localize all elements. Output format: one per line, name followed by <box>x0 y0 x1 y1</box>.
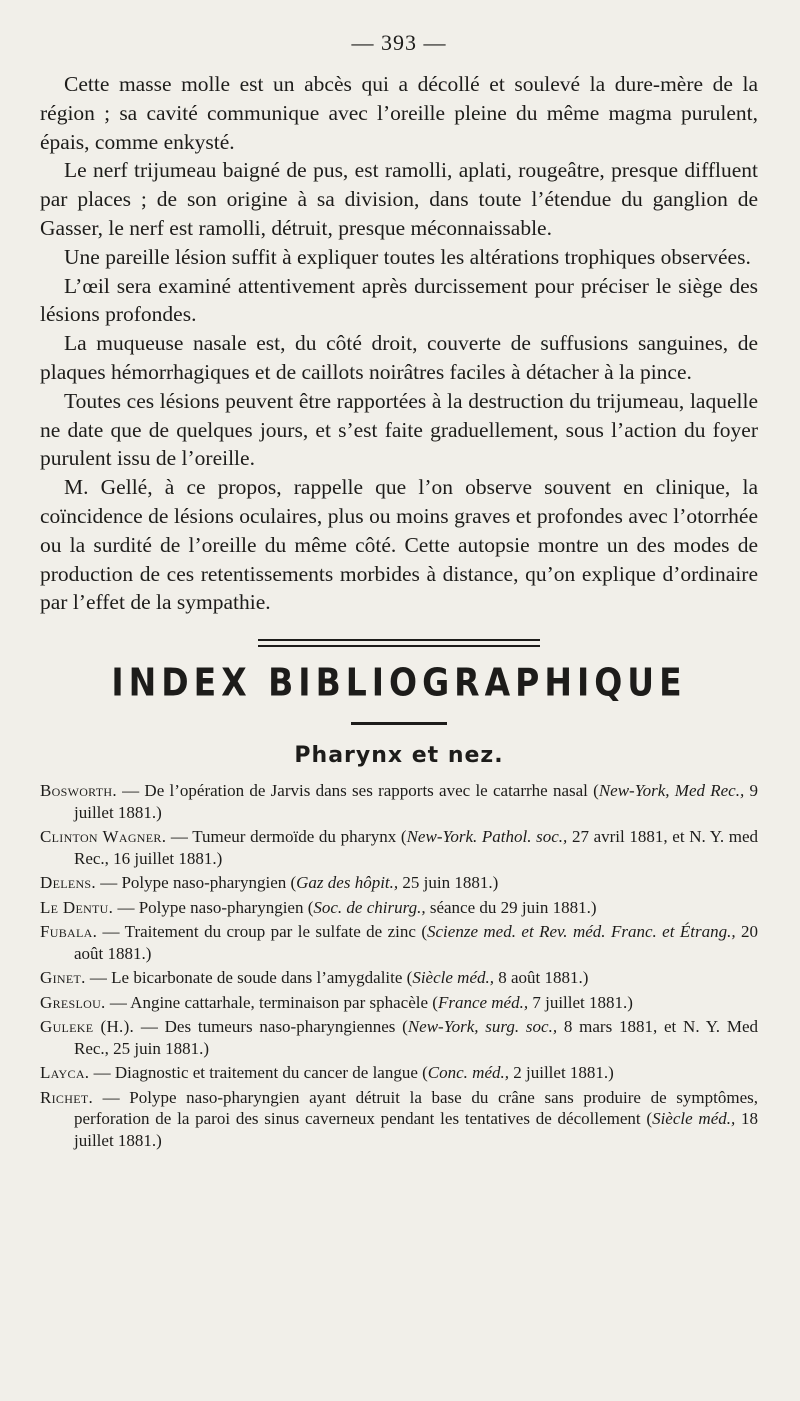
entry-title: — Le bicarbonate de soude dans l’amygdalite ( <box>85 968 413 988</box>
entry-date: 27 avril 1881, et N. Y. med Rec., 16 juillet 1881.) <box>74 827 758 868</box>
bibliography-entry <box>40 1016 758 1059</box>
entry-title: — Des tumeurs naso-pharyngiennes ( <box>134 1017 408 1037</box>
entry-source: Scienze med. et Rev. méd. Franc. et Étrang., <box>427 922 736 942</box>
entry-title: — Traitement du croup par le sulfate de zinc ( <box>97 922 428 942</box>
entry-source: France méd., <box>437 992 529 1012</box>
index-title: INDEX BIBLIOGRAPHIQUE <box>111 660 687 706</box>
entry-title: — De l’opération de Jarvis dans ses rapports avec le catarrhe nasal ( <box>116 781 599 801</box>
entry-source: Soc. de chirurg., <box>313 897 426 917</box>
bibliography-entry <box>40 992 758 1014</box>
short-rule <box>351 722 447 725</box>
bibliography-entry <box>40 780 758 823</box>
bibliography-entry <box>40 826 758 869</box>
entry-title: — Tumeur dermoïde du pharynx ( <box>166 827 407 847</box>
entry-title: — Angine cattarhale, terminaison par sphacèle ( <box>105 992 438 1012</box>
entry-date: 2 juillet 1881.) <box>509 1063 614 1083</box>
bibliography-entry <box>40 1087 758 1152</box>
entry-source: New-York, surg. soc., <box>407 1017 558 1037</box>
entry-date: 18 juillet 1881.) <box>74 1109 759 1150</box>
entry-date: 7 juillet 1881.) <box>528 992 633 1012</box>
paragraph: Cette masse molle est un abcès qui a décollé et soulevé la dure-mère de la région ; sa cavité communique avec l’oreille pleine du même magma purulent, épais, comme enkysté. <box>40 72 758 154</box>
entry-title: — Polype naso-pharyngien ( <box>95 873 297 893</box>
entry-author: Richet. <box>40 1087 94 1107</box>
paragraph: M. Gellé, à ce propos, rappelle que l’on observe souvent en clinique, la coïncidence de lésions oculaires, plus ou moins graves et profondes avec l’otorrhée ou la surdité de l’oreille du même côté. Cette autopsie montre un des modes de production de ces retentissements morbides à distance, qu’on explique d’ordinaire par l’effet de la sympathie. <box>40 475 758 615</box>
entry-author: Fubala. <box>40 922 98 942</box>
entry-source: Gaz des hôpit., <box>296 873 399 893</box>
paragraph: Une pareille lésion suffit à expliquer toutes les altérations trophiques observées. <box>64 244 751 269</box>
entry-date: 8 août 1881.) <box>493 968 589 988</box>
page-number: — 393 — <box>351 30 447 55</box>
entry-date: 9 juillet 1881.) <box>74 781 758 822</box>
bibliography-entry <box>40 921 758 964</box>
entry-source: New-York, Med Rec., <box>598 781 745 801</box>
entry-author: Ginet. <box>40 968 86 988</box>
entry-author: Layca. <box>40 1063 90 1083</box>
bibliography-list <box>40 780 758 1151</box>
entry-date: 8 mars 1881, et N. Y. Med Rec., 25 juin 1881.) <box>74 1017 758 1058</box>
entry-author: Greslou. <box>40 992 106 1012</box>
entry-author: Bosworth. <box>40 781 117 801</box>
bibliography-entry <box>40 897 758 919</box>
bibliography-entry <box>40 1062 758 1084</box>
paragraph: L’œil sera examiné attentivement après durcissement pour préciser le siège des lésions profondes. <box>40 273 758 327</box>
entry-source: Siècle méd., <box>652 1109 736 1129</box>
paragraph: La muqueuse nasale est, du côté droit, couverte de suffusions sanguines, de plaques hémorrhagiques et de caillots noirâtres faciles à détacher à la pince. <box>40 331 758 384</box>
entry-author: Clinton Wagner. <box>40 827 167 847</box>
entry-source: Siècle méd., <box>412 968 494 988</box>
entry-source: Conc. méd., <box>427 1063 510 1083</box>
entry-author: Le Dentu. <box>40 897 114 917</box>
entry-date: séance du 29 juin 1881.) <box>425 897 597 917</box>
decorative-rule <box>258 639 540 647</box>
entry-author: Delens. <box>40 873 96 893</box>
entry-date: 25 juin 1881.) <box>398 873 499 893</box>
entry-source: New-York. Pathol. soc., <box>406 827 568 847</box>
bibliography-entry <box>40 967 758 989</box>
paragraph: Toutes ces lésions peuvent être rapportées à la destruction du trijumeau, laquelle ne date que de quelques jours, et s’est faite graduellement, sous l’action du foyer purulent issu de l’oreille. <box>40 388 758 471</box>
entry-author: Guleke (H.). <box>40 1017 135 1037</box>
entry-title: — Polype naso-pharyngien ( <box>113 897 314 917</box>
body-text <box>40 70 758 617</box>
section-title: Pharynx et nez. <box>294 743 504 769</box>
entry-date: 20 août 1881.) <box>74 922 759 963</box>
entry-title: — Polype naso-pharyngien ayant détruit la base du crâne sans produire de symptômes, perforation de la paroi des sinus caverneux pendant les tentatives de décollement ( <box>74 1087 758 1129</box>
paragraph: Le nerf trijumeau baigné de pus, est ramolli, aplati, rougeâtre, presque diffluent par places ; de son origine à sa division, dans toute l’étendue du ganglion de Gasser, le nerf est ramolli, détruit, presque méconnaissable. <box>40 158 758 240</box>
entry-title: — Diagnostic et traitement du cancer de langue ( <box>89 1063 428 1083</box>
bibliography-entry <box>40 872 758 894</box>
